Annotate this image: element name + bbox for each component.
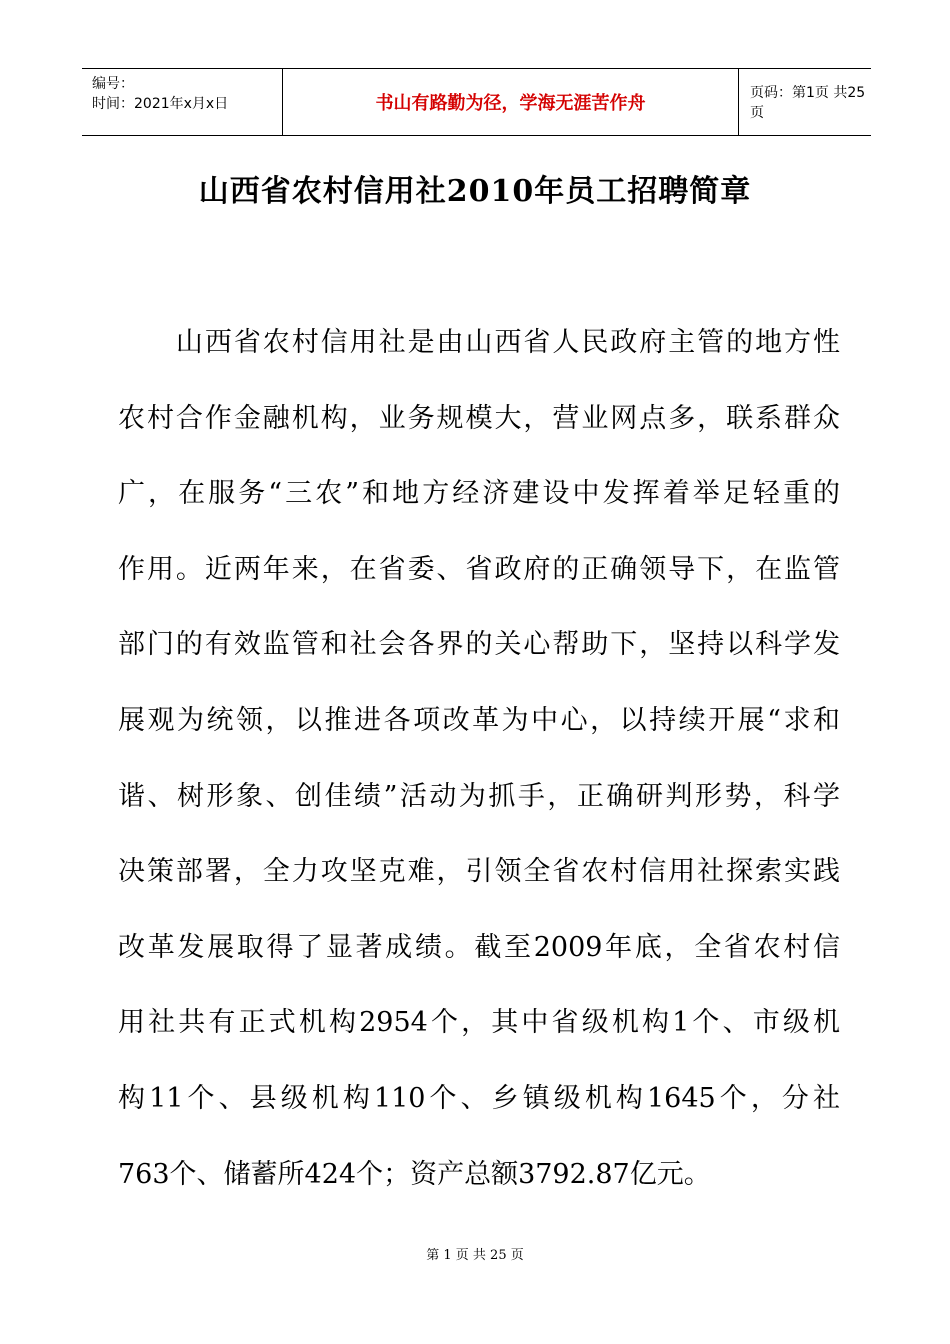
body-line: 改革发展取得了显著成绩。截至2009年底，全省农村信 [118, 931, 840, 963]
document-title: 山西省农村信用社2010年员工招聘简章 [198, 174, 752, 209]
body-line: 农村合作金融机构，业务规模大，营业网点多，联系群众 [118, 402, 840, 434]
header-meta [82, 69, 282, 135]
body-line: 用社共有正式机构2954个，其中省级机构1个、市级机 [118, 1007, 840, 1039]
page-footer: 第 1 页 共 25 页 [426, 1248, 524, 1263]
header-page-number: 页码：第1页 共25页 [750, 85, 866, 121]
body-line: 作用。近两年来，在省委、省政府的正确领导下，在监管 [118, 553, 840, 585]
body-line: 763个、储蓄所424个；资产总额3792.87亿元。 [118, 1158, 711, 1190]
body-line: 展观为统领，以推进各项改革为中心，以持续开展“求和 [118, 704, 840, 736]
body-line: 广，在服务“三农”和地方经济建设中发挥着举足轻重的 [118, 478, 840, 510]
body-line: 部门的有效监管和社会各界的关心帮助下，坚持以科学发 [118, 629, 840, 661]
document-number-label: 编号： [92, 76, 134, 92]
document-time-label: 时间：2021年x月x日 [92, 96, 229, 112]
header-motto: 书山有路勤为径，学海无涯苦作舟 [282, 69, 739, 135]
body-line: 山西省农村信用社是由山西省人民政府主管的地方性 [118, 327, 840, 358]
body-line: 决策部署，全力攻坚克难，引领全省农村信用社探索实践 [118, 856, 840, 888]
document-body [118, 305, 840, 1212]
page-header [82, 68, 871, 136]
body-line: 构11个、县级机构110个、乡镇级机构1645个，分社 [118, 1082, 840, 1114]
body-line: 谐、树形象、创佳绩”活动为抓手，正确研判形势，科学 [118, 780, 840, 812]
